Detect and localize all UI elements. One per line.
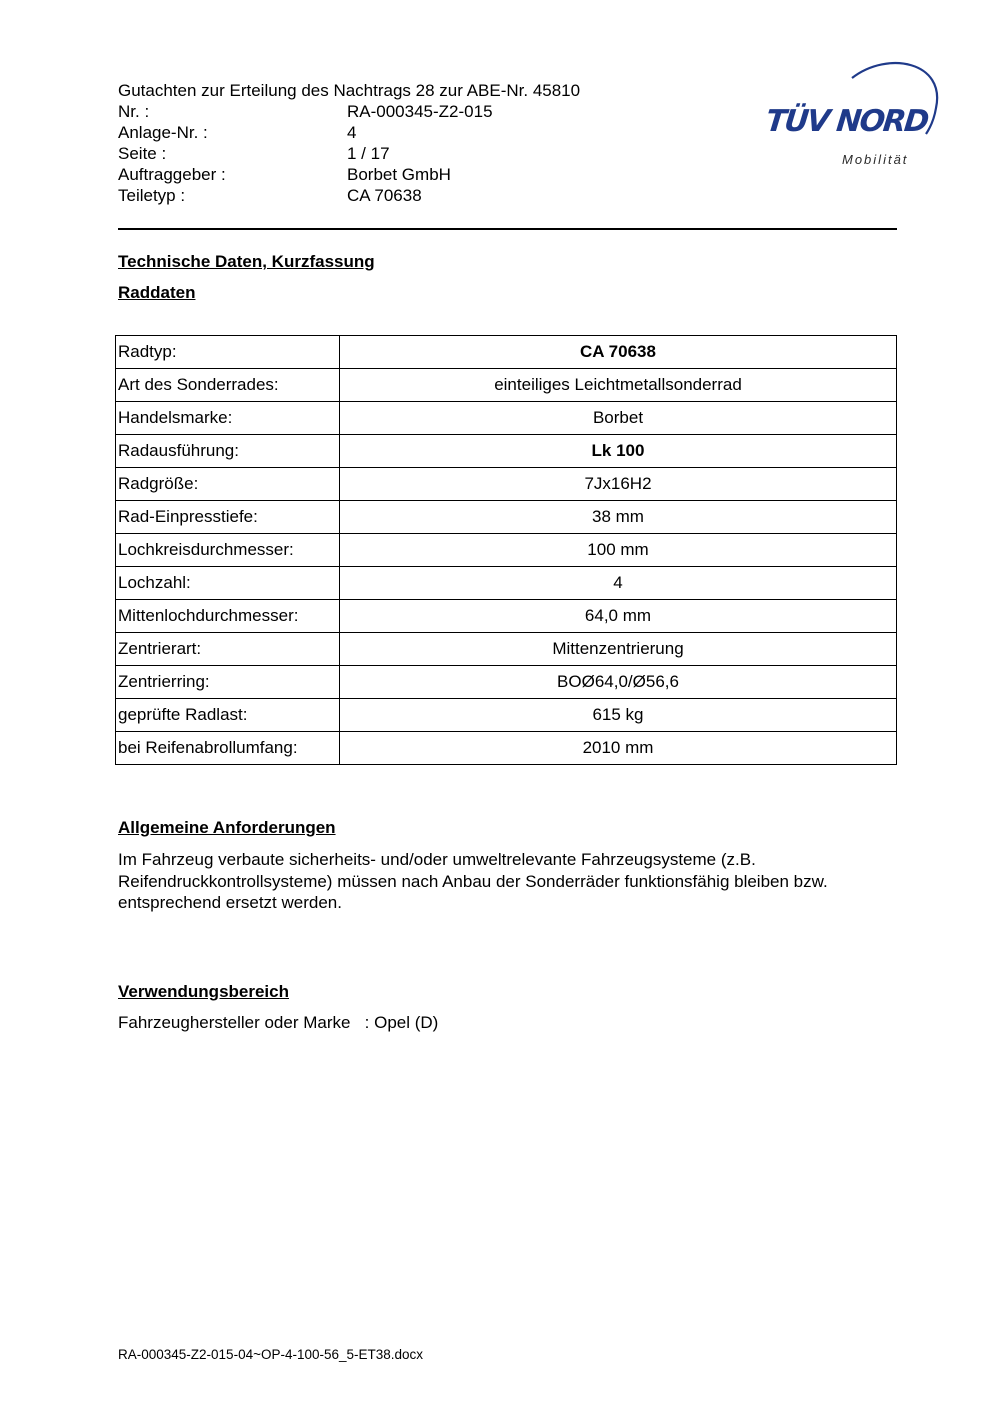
header-field-value: Borbet GmbH [347, 165, 451, 184]
usage-label: Fahrzeughersteller oder Marke [118, 1013, 351, 1032]
footer-filename: RA-000345-Z2-015-04~OP-4-100-56_5-ET38.docx [118, 1347, 424, 1362]
document-header [118, 80, 580, 206]
section-heading-technical: Technische Daten, Kurzfassung [118, 252, 375, 271]
header-field-value: 4 [347, 123, 357, 142]
wheel-data-table [115, 335, 897, 765]
header-field-value: 1 / 17 [347, 144, 390, 163]
header-divider [118, 228, 897, 230]
header-field-nr [118, 101, 580, 122]
table-cell-label: geprüfte Radlast: [116, 699, 340, 732]
table-cell-value: CA 70638 [340, 336, 897, 369]
section-heading-wheel: Raddaten [118, 283, 196, 302]
header-field-teiletyp [118, 185, 580, 206]
table-cell-value: 64,0 mm [340, 600, 897, 633]
table-row [116, 600, 897, 633]
table-cell-value: Borbet [340, 402, 897, 435]
header-field-anlage [118, 122, 580, 143]
usage-line [118, 1013, 438, 1033]
table-row [116, 732, 897, 765]
header-field-label: Teiletyp : [118, 186, 186, 205]
usage-value: Opel (D) [374, 1013, 439, 1032]
header-field-label: Nr. : [118, 102, 150, 121]
tuv-nord-logo [760, 56, 942, 172]
header-field-label: Auftraggeber : [118, 165, 226, 184]
table-cell-value: 4 [340, 567, 897, 600]
table-cell-label: Lochkreisdurchmesser: [116, 534, 340, 567]
usage-separator: : [364, 1013, 370, 1032]
table-row [116, 567, 897, 600]
table-cell-value: BOØ64,0/Ø56,6 [340, 666, 897, 699]
table-row [116, 336, 897, 369]
table-row [116, 369, 897, 402]
table-cell-label: Rad-Einpresstiefe: [116, 501, 340, 534]
table-cell-label: Lochzahl: [116, 567, 340, 600]
table-cell-value: 100 mm [340, 534, 897, 567]
table-cell-value: 38 mm [340, 501, 897, 534]
table-cell-label: Zentrierring: [116, 666, 340, 699]
table-cell-label: Zentrierart: [116, 633, 340, 666]
table-cell-value: einteiliges Leichtmetallsonderrad [340, 369, 897, 402]
table-row [116, 402, 897, 435]
section-heading-usage: Verwendungsbereich [118, 982, 289, 1001]
logo-subtitle: Mobilität [842, 152, 909, 167]
table-row [116, 501, 897, 534]
header-field-value: CA 70638 [347, 186, 422, 205]
header-field-seite [118, 143, 580, 164]
table-cell-value: Lk 100 [340, 435, 897, 468]
header-title: Gutachten zur Erteilung des Nachtrags 28 zur ABE-Nr. 45810 [118, 81, 581, 100]
table-cell-value: Mittenzentrierung [340, 633, 897, 666]
table-row [116, 699, 897, 732]
table-row [116, 435, 897, 468]
header-field-label: Seite : [118, 144, 167, 163]
table-row [116, 633, 897, 666]
table-cell-label: Handelsmarke: [116, 402, 340, 435]
table-cell-value: 2010 mm [340, 732, 897, 765]
logo-brand-text: TÜV NORD [764, 104, 929, 139]
table-cell-value: 615 kg [340, 699, 897, 732]
table-row [116, 468, 897, 501]
table-row [116, 534, 897, 567]
header-field-value: RA-000345-Z2-015 [347, 102, 493, 121]
general-requirements-text: Im Fahrzeug verbaute sicherheits- und/oder umweltrelevante Fahrzeugsysteme (z.B. Reifendruckkontrollsysteme) müssen nach Anbau der Sonderräder funktionsfähig bleiben bzw. entsprechend ersetzt werden. [118, 850, 828, 912]
table-cell-label: Art des Sonderrades: [116, 369, 340, 402]
section-heading-general: Allgemeine Anforderungen [118, 818, 336, 837]
table-cell-label: bei Reifenabrollumfang: [116, 732, 340, 765]
header-field-auftraggeber [118, 164, 580, 185]
table-cell-label: Radausführung: [116, 435, 340, 468]
table-cell-label: Radtyp: [116, 336, 340, 369]
table-cell-label: Mittenlochdurchmesser: [116, 600, 340, 633]
table-cell-value: 7Jx16H2 [340, 468, 897, 501]
header-field-label: Anlage-Nr. : [118, 123, 208, 142]
table-row [116, 666, 897, 699]
table-cell-label: Radgröße: [116, 468, 340, 501]
